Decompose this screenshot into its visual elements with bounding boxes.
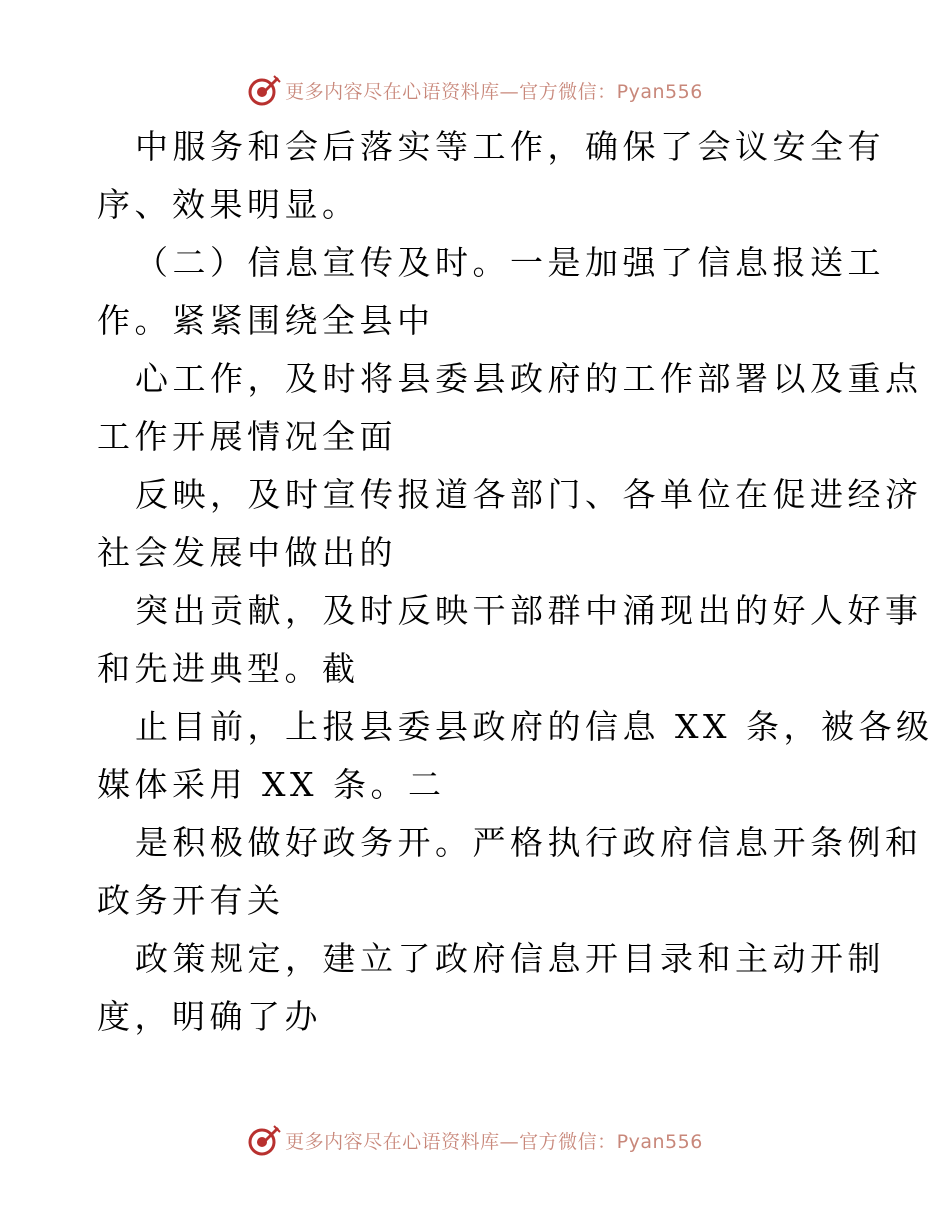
body-line: 度，明确了办 xyxy=(97,997,322,1036)
footer-banner-text xyxy=(285,1127,703,1154)
footer-wechat-id: Pyan556 xyxy=(616,1130,703,1153)
body-line: 是积极做好政务开。严格执行政府信息开条例和 xyxy=(135,823,923,862)
header-banner xyxy=(0,70,950,110)
body-line: 媒体采用 XX 条。二 xyxy=(97,765,446,804)
body-line: 工作开展情况全面 xyxy=(97,417,397,456)
body-line: 政务开有关 xyxy=(97,881,285,920)
body-line: （二）信息宣传及时。一是加强了信息报送工 xyxy=(135,243,885,282)
body-line: 政策规定，建立了政府信息开目录和主动开制 xyxy=(135,939,885,978)
body-line: 突出贡献，及时反映干部群中涌现出的好人好事 xyxy=(135,591,923,630)
header-wechat-id: Pyan556 xyxy=(616,80,703,103)
footer-banner-label: 更多内容尽在心语资料库—官方微信： xyxy=(285,1130,617,1153)
header-banner-text xyxy=(285,77,703,104)
body-line: 心工作，及时将县委县政府的工作部署以及重点 xyxy=(135,359,923,398)
pen-nib-logo-icon xyxy=(247,1123,281,1157)
body-line: 止目前，上报县委县政府的信息 XX 条，被各级 xyxy=(135,707,934,746)
pen-nib-logo-icon xyxy=(247,73,281,107)
header-banner-label: 更多内容尽在心语资料库—官方微信： xyxy=(285,80,617,103)
body-line: 序、效果明显。 xyxy=(97,185,360,224)
body-line: 反映，及时宣传报道各部门、各单位在促进经济 xyxy=(135,475,923,514)
footer-banner xyxy=(0,1120,950,1160)
body-line: 中服务和会后落实等工作，确保了会议安全有 xyxy=(135,127,885,166)
body-line: 和先进典型。截 xyxy=(97,649,360,688)
body-line: 作。紧紧围绕全县中 xyxy=(97,301,435,340)
body-text xyxy=(97,118,934,1046)
body-line: 社会发展中做出的 xyxy=(97,533,397,572)
